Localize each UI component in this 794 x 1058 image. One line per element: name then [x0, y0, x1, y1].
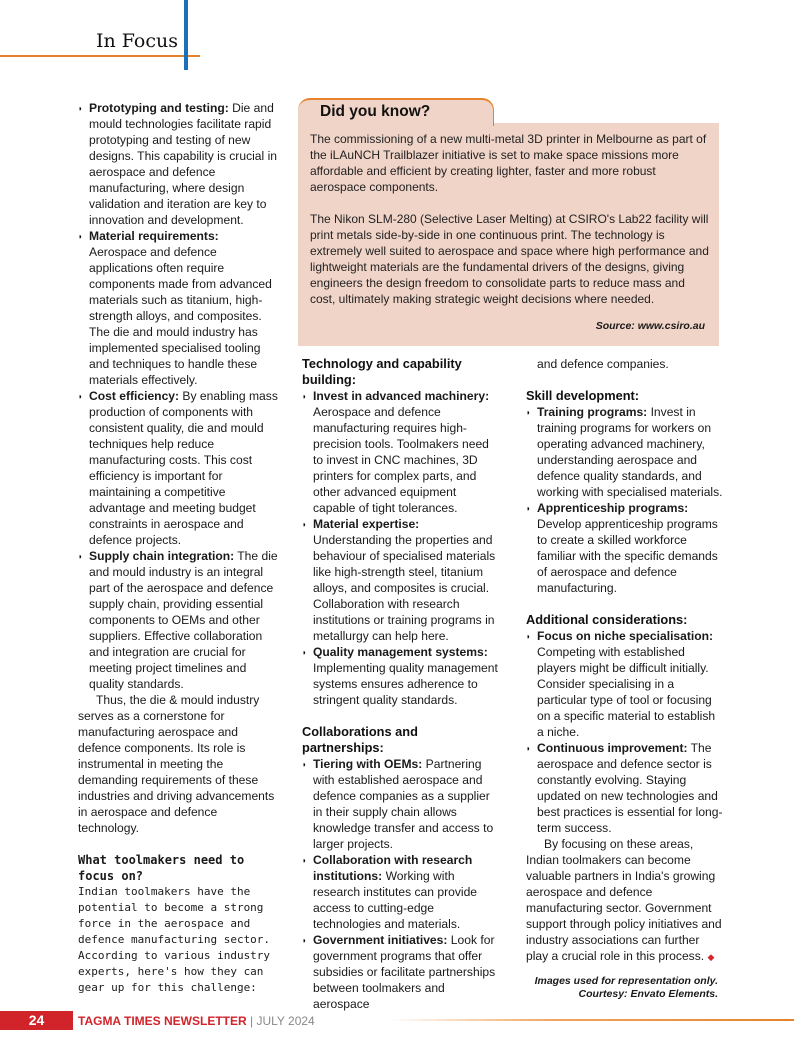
- bullet-label: Cost efficiency:: [89, 389, 180, 403]
- bullet-label: Collaboration with research institutions:: [313, 853, 473, 883]
- intro-paragraph: Indian toolmakers have the potential to become a strong force in the aerospace and defence manufacturing sector. According to various industry experts, here's how they can gear up for this challenge:: [78, 885, 271, 994]
- bullet-cost-efficiency: [78, 388, 278, 548]
- bullet-label: Prototyping and testing:: [89, 101, 229, 115]
- bullet-text: Understanding the properties and behaviour of specialised materials like high-strength steel, titanium alloys, and composites is crucial. Collaboration with research institutions or training programs in metallurgy can help here.: [313, 533, 496, 643]
- bullet-label: Continuous improvement:: [537, 741, 688, 755]
- bullet-marker-icon: ◗: [78, 552, 83, 561]
- bullet-training-programs: [526, 404, 724, 500]
- bullet-text: Implementing quality management systems ensures adherence to stringent quality standards.: [313, 661, 498, 707]
- bullet-label: Supply chain integration:: [89, 549, 235, 563]
- header-accent-bar: [184, 0, 188, 70]
- source-credit: Source: www.csiro.au: [595, 320, 705, 332]
- section-heading: What toolmakers need to focus on?: [78, 853, 245, 883]
- bullet-marker-icon: ◗: [526, 632, 531, 641]
- column-3: [526, 356, 724, 1001]
- image-credit: [526, 975, 724, 1001]
- credit-line: Courtesy: Envato Elements.: [578, 988, 718, 1000]
- bullet-text: Die and mould technologies facilitate rapid prototyping and testing of new designs. This capability is crucial in aerospace and defence manufacturing, where design validation and iteration are key to innovation and development.: [89, 101, 277, 227]
- did-you-know-title: Did you know?: [320, 103, 431, 120]
- bullet-advanced-machinery: [302, 388, 498, 516]
- closing-text: By focusing on these areas, Indian toolmakers can become valuable partners in India's growing aerospace and defence manufacturing sector. Government support through policy initiatives and industry associations can further play a crucial role in this process.: [526, 837, 722, 963]
- bullet-label: Tiering with OEMs:: [313, 757, 423, 771]
- section-heading: Skill development:: [526, 388, 640, 403]
- bullet-text: Aerospace and defence applications often require components made from advanced materials such as titanium, high-strength alloys, and composites. The die and mould industry has implemented specialised tooling and techniques to handle these materials effectively.: [89, 245, 272, 387]
- header-rule: [0, 55, 200, 57]
- bullet-marker-icon: ◗: [526, 504, 531, 513]
- bullet-label: Focus on niche specialisation:: [537, 629, 714, 643]
- bullet-supply-chain: [78, 548, 278, 692]
- bullet-text: The die and mould industry is an integral part of the aerospace and defence supply chain, providing essential components to OEMs and other suppliers. Effective collaboration and integration are crucial for meeting project timelines and quality standards.: [89, 549, 278, 691]
- bullet-niche-specialisation: [526, 628, 724, 740]
- end-mark-icon: ◆: [707, 952, 715, 962]
- bullet-government-initiatives: [302, 932, 498, 1012]
- publication-name: TAGMA TIMES NEWSLETTER: [78, 1014, 247, 1028]
- sidebar-paragraph: The commissioning of a new multi-metal 3D printer in Melbourne as part of the iLAuNCH Trailblazer initiative is set to make space missions more affordable and efficient by creating lighter, faster and more robust aerospace components.: [310, 132, 707, 194]
- bullet-text: Working with research institutes can provide access to cutting-edge technologies and materials.: [313, 869, 478, 931]
- did-you-know-tab: [298, 98, 494, 126]
- bullet-marker-icon: ◗: [526, 744, 531, 753]
- bullet-text: Partnering with established aerospace and defence companies as a supplier in their supply chain allows knowledge transfer and access to larger projects.: [313, 757, 494, 851]
- bullet-label: Apprenticeship programs:: [537, 501, 689, 515]
- bullet-text: The aerospace and defence sector is constantly evolving. Staying updated on new technologies and best practices is essential for long-term success.: [537, 741, 723, 835]
- footer-publication: [78, 1014, 315, 1028]
- page-number: 24: [28, 1012, 45, 1028]
- bullet-text: Look for government programs that offer subsidies or facilitate partnerships between toolmakers and aerospace: [313, 933, 496, 1011]
- bullet-text: Develop apprenticeship programs to create a skilled workforce familiar with the specific demands of aerospace and defence manufacturing.: [537, 517, 718, 595]
- sidebar-paragraph: The Nikon SLM-280 (Selective Laser Melting) at CSIRO's Lab22 facility will print metals side-by-side in one continuous print. The technology is extremely well suited to aerospace and space where high performance and lightweight materials are the fundamental drivers of the designs, giving engineers the design freedom to consolidate parts to reduce mass and cost, ultimately making strategic weight decisions where needed.: [310, 212, 709, 306]
- column-1: [78, 100, 278, 996]
- column-2: [302, 356, 498, 1012]
- section-heading: Additional considerations:: [526, 612, 688, 627]
- bullet-text: By enabling mass production of components with consistent quality, die and mould techniques help reduce manufacturing costs. This cost efficiency is important for maintaining a competitive advantage and meeting budget constraints in aerospace and defence projects.: [89, 389, 278, 547]
- did-you-know-body: [310, 131, 710, 307]
- bullet-marker-icon: ◗: [302, 936, 307, 945]
- footer-separator: |: [250, 1014, 254, 1028]
- bullet-research-collaboration: [302, 852, 498, 932]
- bullet-marker-icon: ◗: [78, 104, 83, 113]
- section-title: In Focus: [96, 30, 178, 52]
- bullet-tiering-oems: [302, 756, 498, 852]
- bullet-text: Invest in training programs for workers on operating advanced machinery, understanding aerospace and defence quality standards, and working with specialised materials.: [537, 405, 723, 499]
- bullet-label: Material expertise:: [313, 517, 420, 531]
- section-heading: Technology and capability building:: [302, 356, 462, 387]
- bullet-label: Government initiatives:: [313, 933, 448, 947]
- bullet-label: Invest in advanced machinery:: [313, 389, 490, 403]
- bullet-material-requirements: [78, 228, 278, 388]
- bullet-text: Competing with established players might be difficult initially. Consider specialising in a particular type of tool or focusing on a specific material to establish a niche.: [537, 645, 716, 739]
- bullet-continuous-improvement: [526, 740, 724, 836]
- footer-rule: [390, 1019, 794, 1021]
- bullet-label: Training programs:: [537, 405, 648, 419]
- bullet-text: Aerospace and defence manufacturing requires high-precision tools. Toolmakers need to invest in CNC machines, 3D printers for complex parts, and other advanced equipment capable of tight tolerances.: [313, 405, 489, 515]
- bullet-marker-icon: ◗: [302, 856, 307, 865]
- bullet-material-expertise: [302, 516, 498, 644]
- bullet-marker-icon: ◗: [526, 408, 531, 417]
- issue-date: JULY 2024: [256, 1014, 315, 1028]
- credit-line: Images used for representation only.: [534, 975, 718, 987]
- bullet-marker-icon: ◗: [78, 392, 83, 401]
- bullet-marker-icon: ◗: [302, 760, 307, 769]
- bullet-marker-icon: ◗: [302, 392, 307, 401]
- section-heading: Collaborations and partnerships:: [302, 724, 418, 755]
- bullet-apprenticeship: [526, 500, 724, 596]
- bullet-label: Material requirements:: [89, 229, 219, 243]
- bullet-marker-icon: ◗: [302, 520, 307, 529]
- bullet-quality-management: [302, 644, 498, 708]
- closing-paragraph: [526, 836, 724, 965]
- bullet-marker-icon: ◗: [302, 648, 307, 657]
- bullet-marker-icon: ◗: [78, 232, 83, 241]
- continued-text: and defence companies.: [537, 357, 669, 371]
- closing-paragraph: Thus, the die & mould industry serves as a cornerstone for manufacturing aerospace and defence components. Its role is instrumental in meeting the demanding requirements of these industries and driving advancements in aerospace and defence technology.: [78, 693, 275, 835]
- bullet-label: Quality management systems:: [313, 645, 488, 659]
- bullet-prototyping: [78, 100, 278, 228]
